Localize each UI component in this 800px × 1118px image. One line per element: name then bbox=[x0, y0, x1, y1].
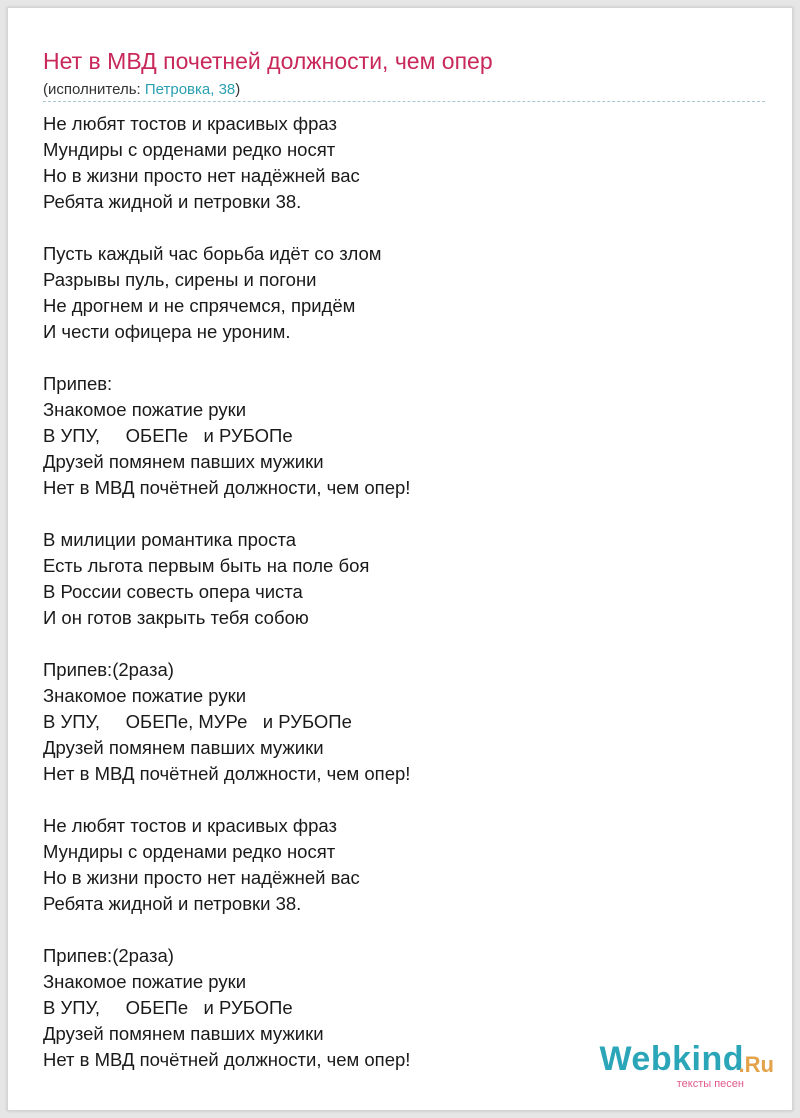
lyric-line: Мундиры с орденами редко носят bbox=[43, 139, 336, 160]
lyric-line: Не любят тостов и красивых фраз bbox=[43, 113, 337, 134]
lyric-line: Есть льгота первым быть на поле боя bbox=[43, 555, 370, 576]
stanza-break bbox=[43, 631, 410, 657]
lyric-line: Не дрогнем и не спрячемся, придём bbox=[43, 295, 356, 316]
lyric-line: В России совесть опера чиста bbox=[43, 581, 303, 602]
lyric-line: Припев:(2раза) bbox=[43, 659, 174, 680]
stanza-break bbox=[43, 345, 410, 371]
lyric-line: Знакомое пожатие руки bbox=[43, 685, 247, 706]
lyric-line: Ребята жидной и петровки 38. bbox=[43, 191, 302, 212]
artist-line bbox=[43, 81, 240, 98]
webkind-logo[interactable] bbox=[574, 1040, 774, 1092]
artist-prefix: (исполнитель: bbox=[43, 81, 145, 98]
lyrics-card bbox=[7, 7, 793, 1111]
lyric-line: Друзей помянем павших мужики bbox=[43, 737, 324, 758]
lyric-line: Друзей помянем павших мужики bbox=[43, 1023, 324, 1044]
lyric-line: Ребята жидной и петровки 38. bbox=[43, 893, 302, 914]
lyric-line: Знакомое пожатие руки bbox=[43, 399, 247, 420]
lyric-line: Нет в МВД почётней должности, чем опер! bbox=[43, 763, 411, 784]
lyric-line: Друзей помянем павших мужики bbox=[43, 451, 324, 472]
song-title: Нет в МВД почетней должности, чем опер bbox=[43, 48, 493, 74]
lyric-line: Нет в МВД почётней должности, чем опер! bbox=[43, 477, 411, 498]
title-divider bbox=[43, 101, 765, 102]
lyric-line: Мундиры с орденами редко носят bbox=[43, 841, 336, 862]
stanza-break bbox=[43, 787, 410, 813]
stanza-break bbox=[43, 917, 410, 943]
artist-suffix: ) bbox=[235, 81, 241, 98]
lyric-line: Знакомое пожатие руки bbox=[43, 971, 247, 992]
logo-tld: .Ru bbox=[738, 1052, 774, 1077]
lyrics-body bbox=[43, 111, 410, 1073]
lyric-line: Разрывы пуль, сирены и погони bbox=[43, 269, 317, 290]
lyric-line: Припев:(2раза) bbox=[43, 945, 174, 966]
artist-link[interactable]: Петровка, 38 bbox=[144, 81, 236, 98]
logo-tagline: тексты песен bbox=[676, 1078, 744, 1090]
stanza-break bbox=[43, 501, 410, 527]
lyric-line: В УПУ, ОБЕПе и РУБОПе bbox=[43, 997, 293, 1018]
lyric-line: Но в жизни просто нет надёжней вас bbox=[43, 867, 360, 888]
lyric-line: Пусть каждый час борьба идёт со злом bbox=[43, 243, 382, 264]
lyric-line: Не любят тостов и красивых фраз bbox=[43, 815, 337, 836]
logo-name: Webkind bbox=[599, 1040, 744, 1078]
lyric-line: И он готов закрыть тебя собою bbox=[43, 607, 309, 628]
lyric-line: Но в жизни просто нет надёжней вас bbox=[43, 165, 360, 186]
lyric-line: В милиции романтика проста bbox=[43, 529, 297, 550]
lyric-line: И чести офицера не уроним. bbox=[43, 321, 291, 342]
lyric-line: Припев: bbox=[43, 373, 113, 394]
lyric-line: Нет в МВД почётней должности, чем опер! bbox=[43, 1049, 411, 1070]
lyric-line: В УПУ, ОБЕПе и РУБОПе bbox=[43, 425, 293, 446]
stanza-break bbox=[43, 215, 410, 241]
lyric-line: В УПУ, ОБЕПе, МУРе и РУБОПе bbox=[43, 711, 352, 732]
